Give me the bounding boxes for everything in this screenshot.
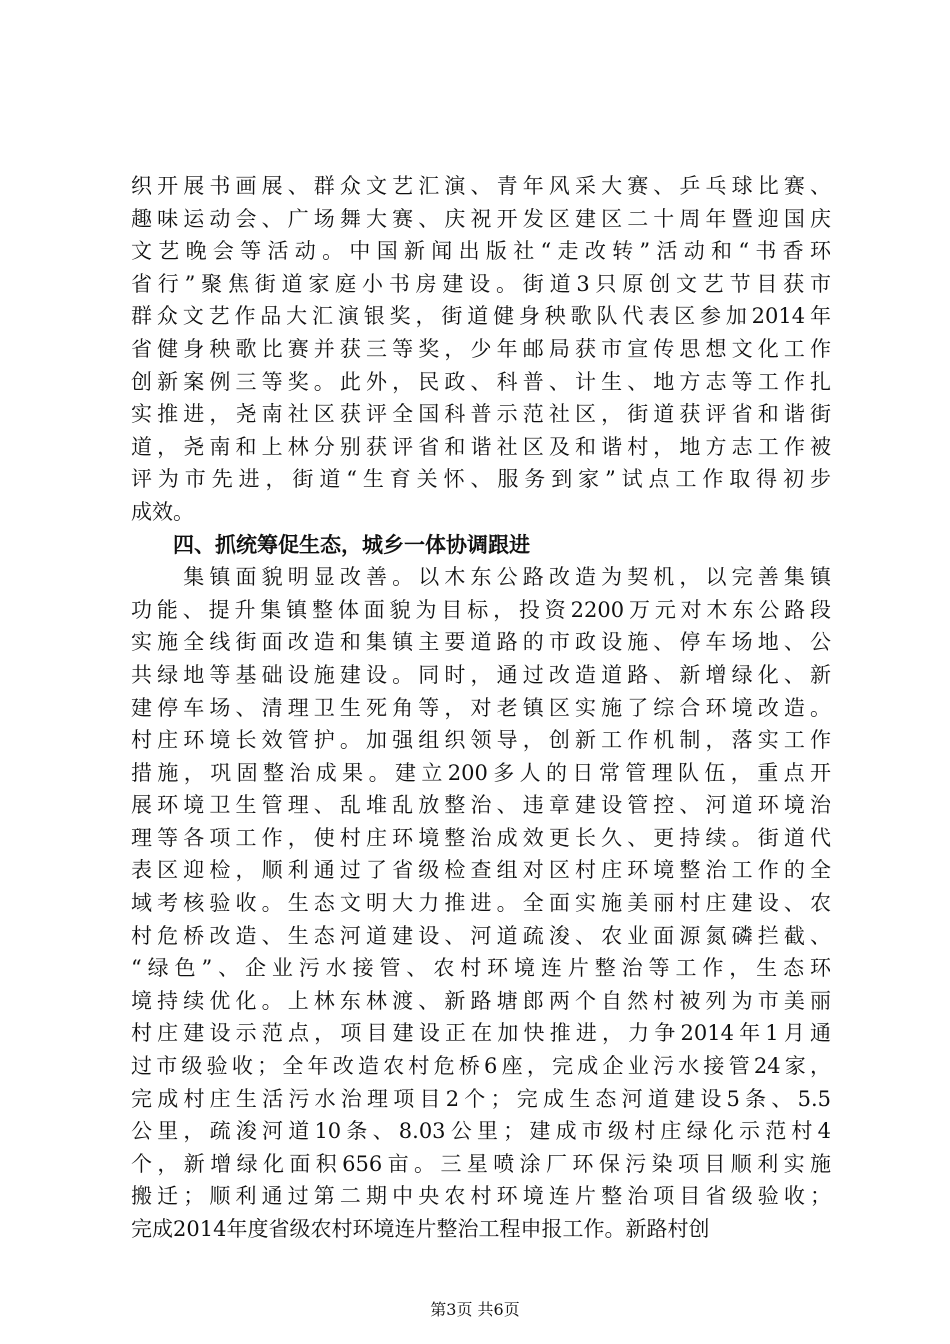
text-line: 趣味运动会、广场舞大赛、庆祝开发区建区二十周年暨迎国庆 (131, 206, 831, 231)
text-line: 省健身秧歌比赛并获三等奖，少年邮局获市宣传思想文化工作 (131, 336, 831, 361)
text-line: 创新案例三等奖。此外，民政、科普、计生、地方志等工作扎 (131, 369, 831, 394)
text-line: 措施，巩固整治成果。建立200多人的日常管理队伍，重点开 (131, 760, 831, 785)
text-line: 道，尧南和上林分别获评省和谐社区及和谐村，地方志工作被 (131, 434, 831, 459)
body-text (131, 170, 831, 1246)
text-line: “绿色”、企业污水接管、农村环境连片整治等工作，生态环 (131, 956, 831, 981)
text-line: 集镇面貌明显改善。以木东公路改造为契机，以完善集镇 (131, 565, 831, 590)
text-line: 村危桥改造、生态河道建设、河道疏浚、农业面源氮磷拦截、 (131, 923, 831, 948)
text-line: 实推进，尧南社区获评全国科普示范社区，街道获评省和谐街 (131, 402, 831, 427)
text-line: 文艺晚会等活动。中国新闻出版社“走改转”活动和“书香环 (131, 239, 831, 264)
text-line: 评为市先进，街道“生育关怀、服务到家”试点工作取得初步 (131, 467, 831, 492)
text-line: 建停车场、清理卫生死角等，对老镇区实施了综合环境改造。 (131, 695, 831, 720)
text-line: 织开展书画展、群众文艺汇演、青年风采大赛、乒乓球比赛、 (131, 174, 831, 198)
text-line: 展环境卫生管理、乱堆乱放整治、违章建设管控、河道环境治 (131, 793, 831, 818)
text-line: 村庄环境长效管护。加强组织领导，创新工作机制，落实工作 (131, 728, 831, 753)
text-line: 理等各项工作，使村庄环境整治成效更长久、更持续。街道代 (131, 825, 831, 850)
text-line: 实施全线街面改造和集镇主要道路的市政设施、停车场地、公 (131, 630, 831, 655)
text-line: 功能、提升集镇整体面貌为目标，投资2200万元对木东公路段 (131, 597, 831, 622)
text-line: 共绿地等基础设施建设。同时，通过改造道路、新增绿化、新 (131, 662, 831, 687)
text-line: 过市级验收；全年改造农村危桥6座，完成企业污水接管24家， (131, 1054, 831, 1079)
text-line: 域考核验收。生态文明大力推进。全面实施美丽村庄建设、农 (131, 891, 831, 916)
section-heading: 四、抓统筹促生态，城乡一体协调跟进 (131, 531, 530, 557)
text-line: 公里，疏浚河道10条、8.03公里；建成市级村庄绿化示范村4 (131, 1119, 831, 1144)
page-footer: 第3页 共6页 (430, 1300, 520, 1319)
text-line: 完成村庄生活污水治理项目2个；完成生态河道建设5条、5.5 (131, 1086, 831, 1111)
text-line: 境持续优化。上林东林渡、新路塘郎两个自然村被列为市美丽 (131, 988, 831, 1013)
text-line: 完成2014年度省级农村环境连片整治工程申报工作。新路村创 (131, 1217, 710, 1241)
text-line: 表区迎检，顺利通过了省级检查组对区村庄环境整治工作的全 (131, 858, 831, 883)
text-line: 搬迁；顺利通过第二期中央农村环境连片整治项目省级验收； (131, 1184, 831, 1209)
text-line: 成效。 (131, 499, 194, 524)
text-line: 省行”聚焦街道家庭小书房建设。街道3只原创文艺节目获市 (131, 271, 831, 296)
text-line: 个，新增绿化面积656亩。三星喷涂厂环保污染项目顺利实施 (131, 1151, 831, 1176)
text-line: 群众文艺作品大汇演银奖，街道健身秧歌队代表区参加2014年 (131, 304, 831, 329)
text-line: 村庄建设示范点，项目建设正在加快推进，力争2014年1月通 (131, 1021, 831, 1046)
